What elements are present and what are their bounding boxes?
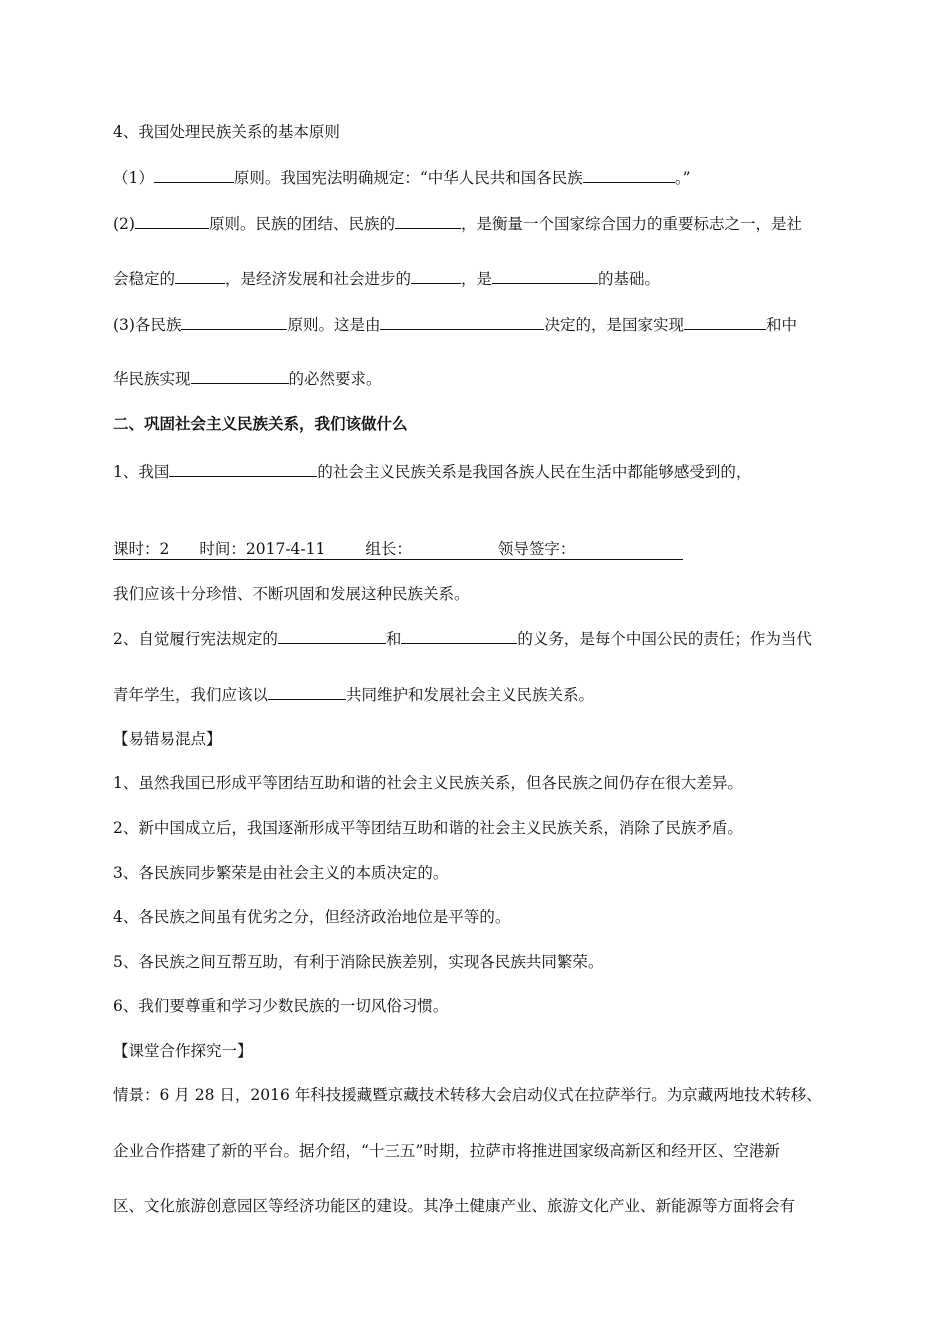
blank-field[interactable]: [492, 268, 598, 284]
blank-field[interactable]: [278, 628, 386, 644]
lesson-date: 时间：2017-4-11: [199, 540, 326, 558]
p3-text-c: 决定的，是国家实现: [544, 316, 684, 334]
blank-field[interactable]: [175, 268, 225, 284]
blank-field[interactable]: [401, 628, 517, 644]
explore-line: 区、文化旅游创意园区等经济功能区的建设。其净土健康产业、旅游文化产业、新能源等方面将会有: [113, 1197, 796, 1215]
p1-prefix: （1）: [113, 169, 154, 187]
p2-prefix: (2): [113, 215, 135, 233]
p2-end: ，是衡量一个国家综合国力的重要标志之一，是社: [460, 215, 802, 233]
q2-text-b: 和: [385, 630, 402, 648]
error-item: 4、各民族之间虽有优劣之分，但经济政治地位是平等的。: [113, 908, 511, 926]
p2-text: 原则。民族的团结、民族的: [208, 215, 395, 233]
principle-1: [113, 167, 691, 188]
section2-q2-cont: [113, 684, 594, 705]
footer-info-line: [113, 539, 683, 560]
section2-q2: [113, 628, 812, 649]
principle-3: [113, 314, 797, 335]
blank-field[interactable]: [169, 461, 317, 477]
group-leader: 组长：: [365, 540, 412, 558]
p1-text: 原则。我国宪法明确规定：“中华人民共和国各民族: [233, 169, 583, 187]
principles-heading: 4、我国处理民族关系的基本原则: [113, 123, 340, 141]
p3b-text-a: 华民族实现: [113, 370, 191, 388]
p1-end: 。”: [674, 169, 691, 187]
section2-q1: [113, 461, 751, 482]
p2b-text-b: ，是经济发展和社会进步的: [225, 270, 412, 288]
blank-field[interactable]: [268, 684, 346, 700]
explore-line: 企业合作搭建了新的平台。据介绍，“十三五”时期，拉萨市将推进国家级高新区和经开区、空港新: [113, 1142, 780, 1160]
blank-field[interactable]: [583, 167, 675, 183]
blank-field[interactable]: [684, 314, 766, 330]
explore-title: 【课堂合作探究一】: [113, 1042, 253, 1060]
q2-text-a: 2、自觉履行宪法规定的: [113, 630, 278, 648]
errors-title: 【易错易混点】: [113, 730, 222, 748]
p2b-text-d: 的基础。: [598, 270, 661, 288]
blank-field[interactable]: [135, 213, 209, 229]
blank-field[interactable]: [380, 314, 544, 330]
p3-text-b: 原则。这是由: [287, 316, 381, 334]
blank-field[interactable]: [411, 268, 461, 284]
error-item: 3、各民族同步繁荣是由社会主义的本质决定的。: [113, 864, 449, 882]
q1-text-b: 的社会主义民族关系是我国各族人民在生活中都能够感受到的，: [317, 463, 752, 481]
principle-2: [113, 213, 802, 234]
cont-line-1: 我们应该十分珍惜、不断巩固和发展这种民族关系。: [113, 585, 470, 603]
principle-3-cont: [113, 368, 382, 389]
error-item: 6、我们要尊重和学习少数民族的一切风俗习惯。: [113, 997, 449, 1015]
p3-text-d: 和中: [766, 316, 798, 334]
q1-text-a: 1、我国: [113, 463, 170, 481]
p3b-text-b: 的必然要求。: [288, 370, 382, 388]
blank-field[interactable]: [154, 167, 234, 183]
q2b-text-a: 青年学生，我们应该以: [113, 686, 269, 704]
error-item: 2、新中国成立后，我国逐渐形成平等团结互助和谐的社会主义民族关系，消除了民族矛盾。: [113, 819, 743, 837]
section2-title: 二、巩固社会主义民族关系，我们该做什么: [113, 414, 408, 433]
lesson-number: 课时：2: [113, 540, 170, 558]
q2-text-c: 的义务，是每个中国公民的责任；作为当代: [517, 630, 812, 648]
explore-line: 情景：6 月 28 日，2016 年科技援藏暨京藏技术转移大会启动仪式在拉萨举行。为京藏两地技术转移、: [113, 1086, 822, 1104]
leader-signature: 领导签字：: [497, 540, 576, 558]
p2b-text-a: 会稳定的: [113, 270, 176, 288]
principle-2-cont: [113, 268, 660, 289]
p3-text-a: (3)各民族: [113, 316, 182, 334]
error-item: 1、虽然我国已形成平等团结互助和谐的社会主义民族关系，但各民族之间仍存在很大差异。: [113, 774, 743, 792]
p2b-text-c: ，是: [461, 270, 493, 288]
blank-field[interactable]: [191, 368, 289, 384]
error-item: 5、各民族之间互帮互助，有利于消除民族差别，实现各民族共同繁荣。: [113, 953, 604, 971]
q2b-text-b: 共同维护和发展社会主义民族关系。: [346, 686, 595, 704]
blank-field[interactable]: [395, 213, 461, 229]
blank-field[interactable]: [181, 314, 287, 330]
